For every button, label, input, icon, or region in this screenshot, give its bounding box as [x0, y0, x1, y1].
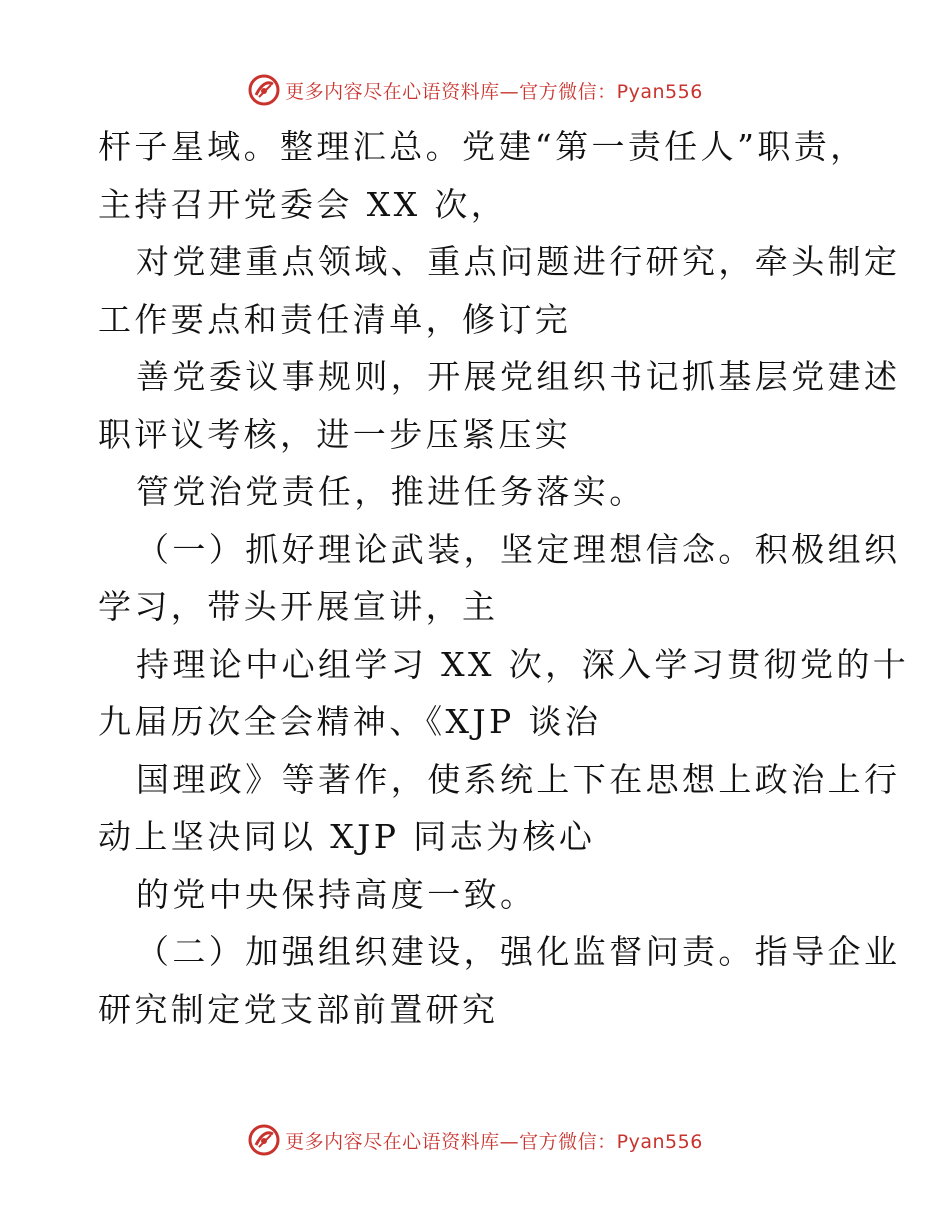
body-line: （二）加强组织建设，强化监督问责。指导企业 [136, 932, 901, 971]
body-line: 学习，带头开展宣讲，主 [98, 587, 499, 626]
body-line: 持理论中心组学习 XX 次，深入学习贯彻党的十 [136, 644, 910, 684]
body-line: 职评议考核，进一步压紧压实 [98, 414, 572, 454]
watermark-wechat: 官方微信：Pyan556 [519, 1130, 703, 1153]
document-body [98, 118, 910, 1038]
watermark-text [285, 77, 703, 104]
watermark-brand: 更多内容尽在心语资料库— [285, 80, 520, 103]
red-seal-logo-icon [247, 1123, 281, 1157]
watermark-wechat: 官方微信：Pyan556 [519, 80, 703, 103]
body-line: 管党治党责任，推进任务落实。 [136, 472, 646, 511]
watermark-brand: 更多内容尽在心语资料库— [285, 1130, 520, 1153]
red-seal-logo-icon [247, 73, 281, 107]
body-line: 国理政》等著作，使系统上下在思想上政治上行 [136, 759, 901, 799]
body-line: 九届历次全会精神、《XJP 谈治 [98, 702, 602, 741]
watermark-text [285, 1127, 703, 1154]
body-line: 主持召开党委会 XX 次， [98, 184, 508, 224]
footer-watermark [0, 1120, 950, 1160]
header-watermark [0, 70, 950, 110]
body-line: 动上坚决同以 XJP 同志为核心 [98, 817, 596, 856]
body-line: （一）抓好理论武装，坚定理想信念。积极组织 [136, 529, 901, 569]
body-line: 工作要点和责任清单，修订完 [98, 299, 572, 339]
body-line: 对党建重点领域、重点问题进行研究，牵头制定 [136, 242, 901, 281]
body-line: 杆子星域。整理汇总。党建“第一责任人”职责， [98, 127, 867, 166]
body-line: 研究制定党支部前置研究 [98, 989, 499, 1029]
body-line: 的党中央保持高度一致。 [136, 874, 537, 914]
body-line: 善党委议事规则，开展党组织书记抓基层党建述 [136, 357, 901, 396]
